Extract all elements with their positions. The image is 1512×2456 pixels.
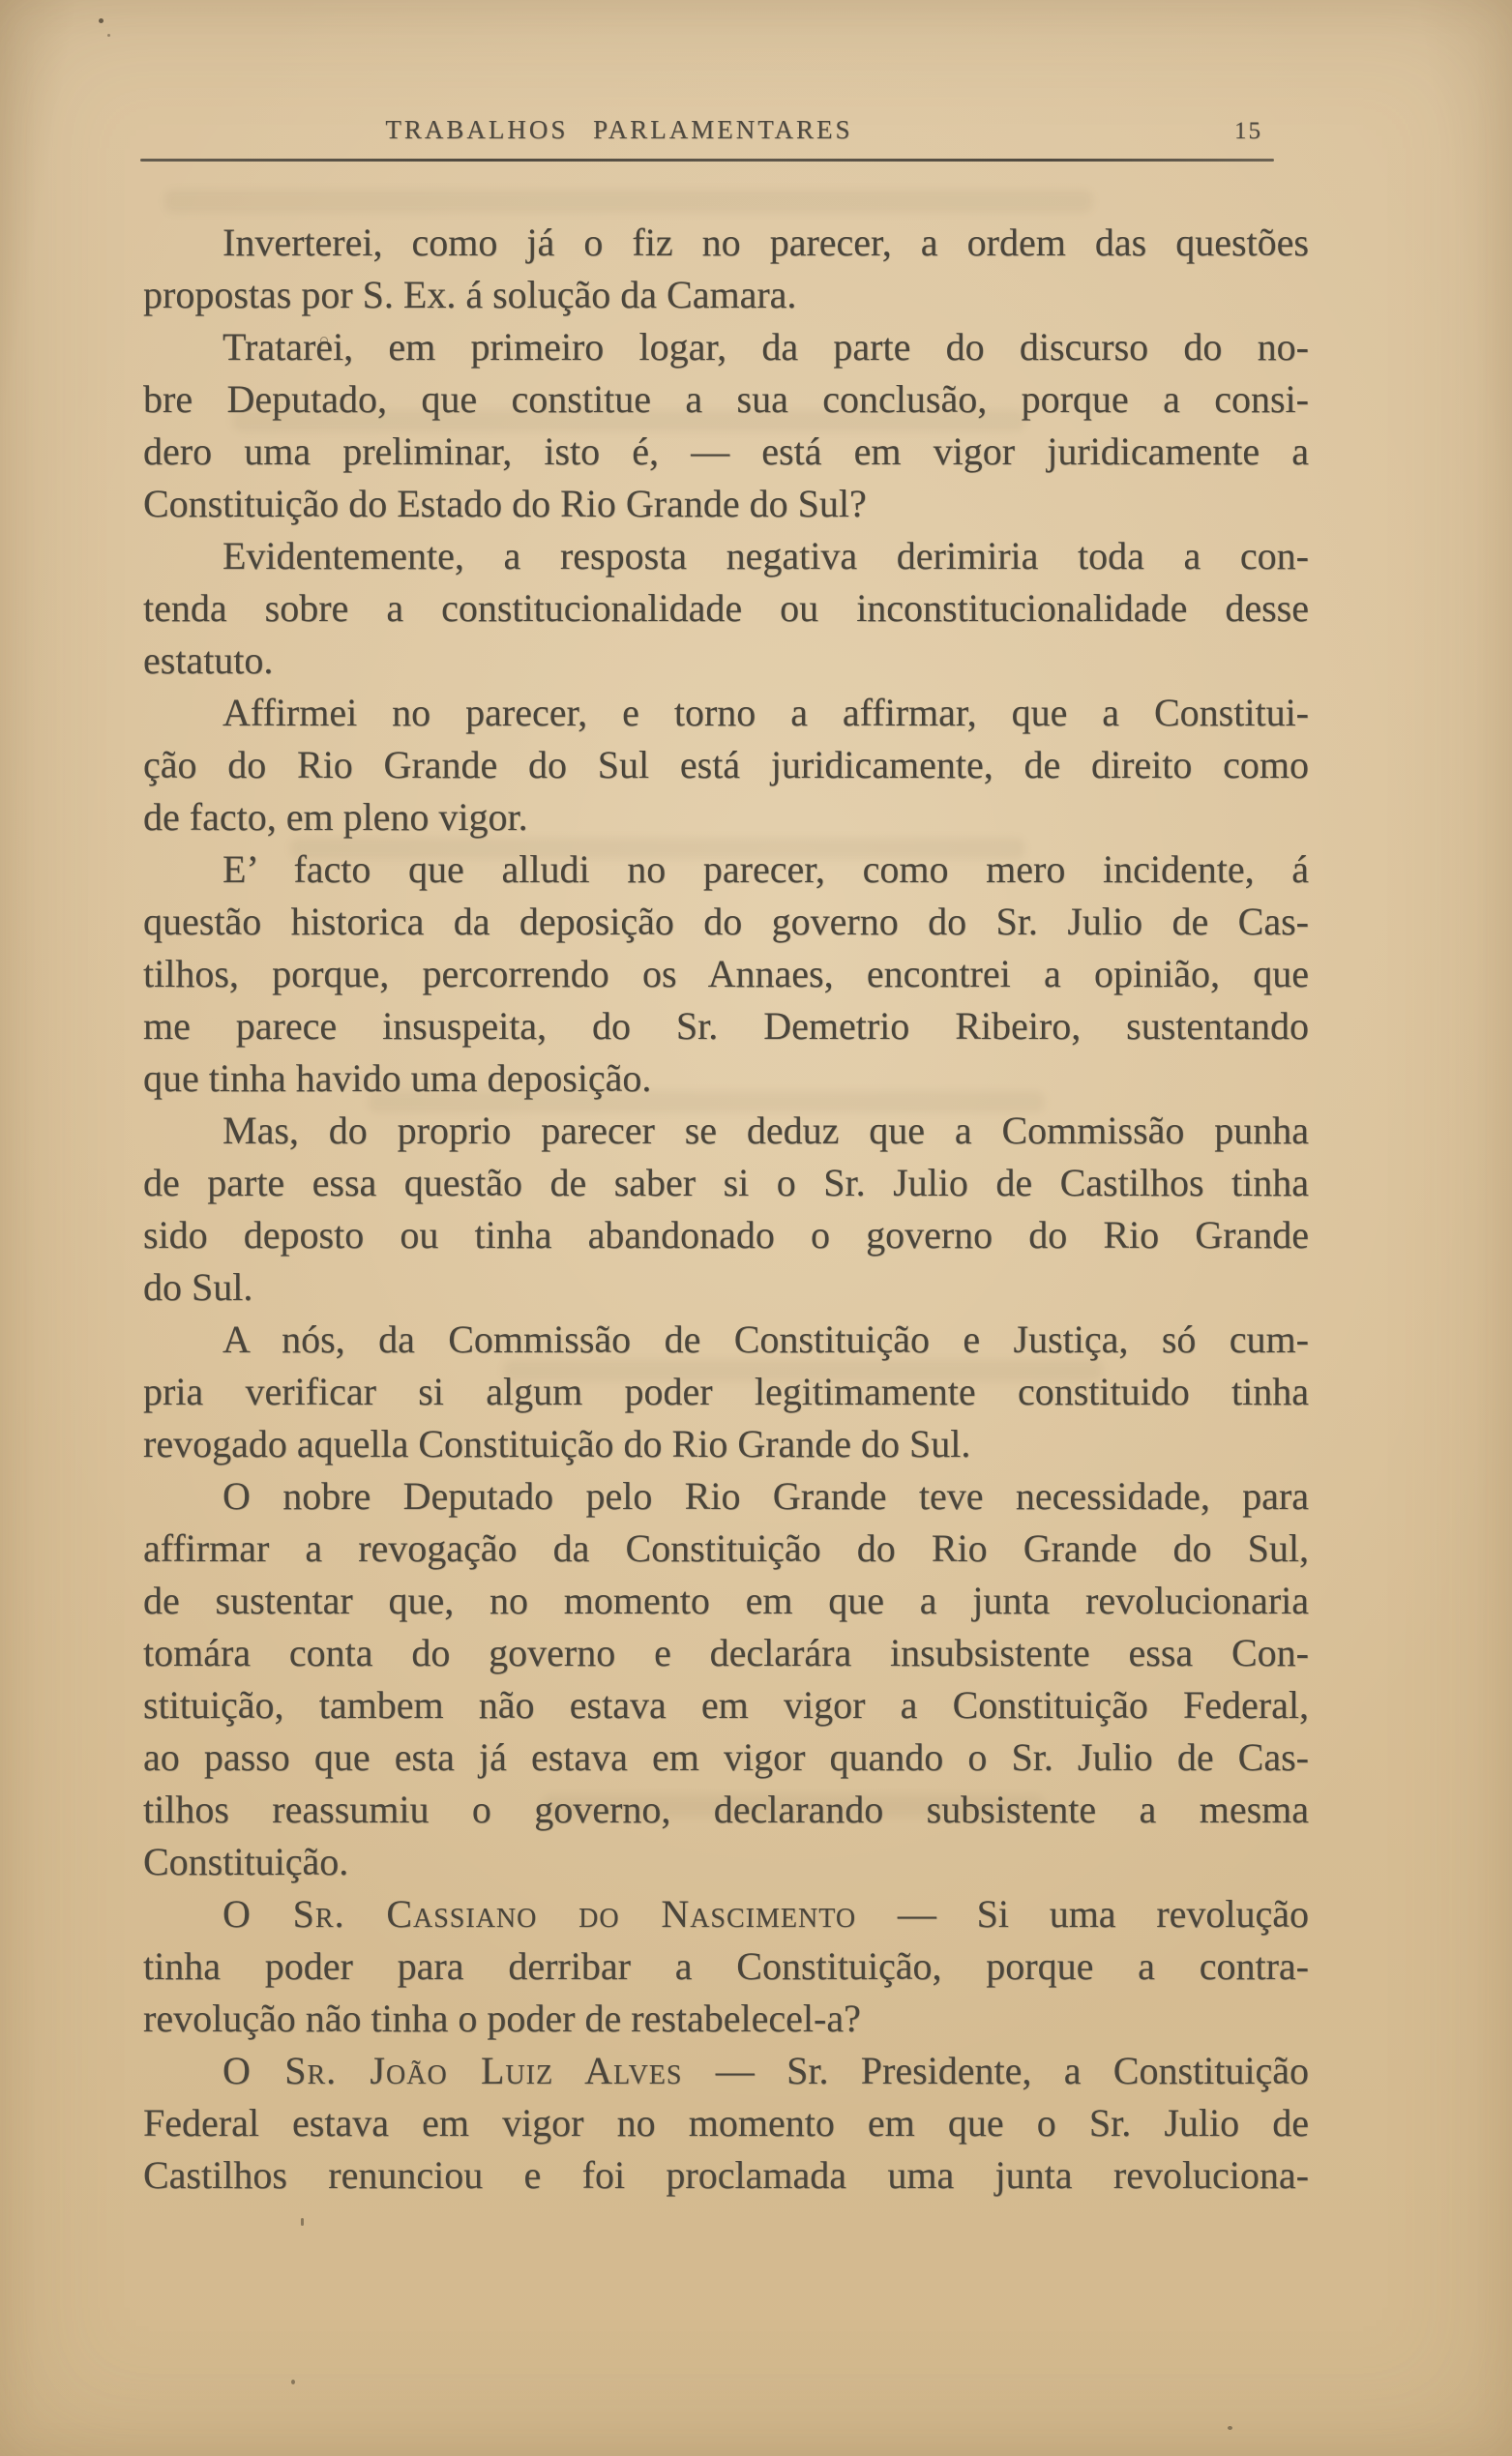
paragraph (143, 530, 1309, 687)
text-line: O Sr. Cassiano do Nascimento — Si uma revolução (222, 1892, 1309, 1936)
text-line: me parece insuspeita, do Sr. Demetrio Ribeiro, sustentando (143, 1004, 1309, 1048)
text-line: propostas por S. Ex. á solução da Camara. (143, 273, 797, 316)
text-line: pria verificar si algum poder legitimamente constituido tinha (143, 1370, 1309, 1413)
paper-speck (107, 34, 110, 37)
paragraph (143, 843, 1309, 1105)
paper-speck (291, 2380, 295, 2384)
paragraph (143, 1888, 1309, 2045)
text-line: revogado aquella Constituição do Rio Grande do Sul. (143, 1422, 971, 1465)
text-line: Affirmei no parecer, e torno a affirmar, que a Constitui- (222, 691, 1309, 734)
text-line: O nobre Deputado pelo Rio Grande teve necessidade, para (222, 1474, 1309, 1518)
text-line: ao passo que esta já estava em vigor quando o Sr. Julio de Cas- (143, 1735, 1309, 1779)
text-line: tomára conta do governo e declarára insubsistente essa Con- (143, 1631, 1309, 1674)
ink-bleedthrough (164, 190, 1093, 213)
text-line: Mas, do proprio parecer se deduz que a Commissão punha (222, 1109, 1309, 1152)
paragraph (143, 321, 1309, 530)
paper-speck (99, 18, 104, 23)
text-line: questão historica da deposição do governo do Sr. Julio de Cas- (143, 900, 1309, 943)
text-line: A nós, da Commissão de Constituição e Justiça, só cum- (222, 1317, 1309, 1361)
running-head-title: TRABALHOS PARLAMENTARES (385, 115, 853, 144)
text-line: Constituição. (143, 1840, 349, 1883)
paragraph (143, 2045, 1309, 2202)
text-line: Constituição do Estado do Rio Grande do Sul? (143, 482, 867, 525)
page-body (143, 217, 1309, 2202)
paragraph (143, 687, 1309, 843)
paper-speck (1228, 2426, 1232, 2430)
text-line: que tinha havido uma deposição. (143, 1056, 652, 1100)
paragraph (143, 1470, 1309, 1888)
text-line: O Sr. João Luiz Alves — Sr. Presidente, a Constituição (222, 2049, 1309, 2092)
speaker-name: O Sr. Cassiano do Nascimento (222, 1892, 898, 1936)
text-line: revolução não tinha o poder de restabelecel-a? (143, 1997, 861, 2040)
text-line: do Sul. (143, 1265, 253, 1309)
page-number: 15 (1234, 118, 1262, 144)
text-line: de sustentar que, no momento em que a junta revolucionaria (143, 1579, 1309, 1622)
text-line: Federal estava em vigor no momento em que o Sr. Julio de (143, 2101, 1309, 2145)
paragraph (143, 1314, 1309, 1470)
text-line: tilhos, porque, percorrendo os Annaes, encontrei a opinião, que (143, 952, 1309, 995)
text-line: ção do Rio Grande do Sul está juridicamente, de direito como (143, 743, 1309, 786)
text-line: Castilhos renunciou e foi proclamada uma junta revoluciona- (143, 2153, 1309, 2197)
text-line: Tratarei, em primeiro logar, da parte do discurso do no- (222, 325, 1309, 369)
text-line: Inverterei, como já o fiz no parecer, a ordem das questões (222, 221, 1309, 264)
text-line: Evidentemente, a resposta negativa derimiria toda a con- (222, 534, 1309, 577)
text-line: affirmar a revogação da Constituição do Rio Grande do Sul, (143, 1526, 1309, 1570)
text-line: tilhos reassumiu o governo, declarando subsistente a mesma (143, 1788, 1309, 1831)
text-line: de parte essa questão de saber si o Sr. Julio de Castilhos tinha (143, 1161, 1309, 1204)
text-line: sido deposto ou tinha abandonado o governo do Rio Grande (143, 1213, 1309, 1257)
paper-speck (301, 2218, 304, 2226)
paragraph (143, 1105, 1309, 1314)
speaker-name: O Sr. João Luiz Alves (222, 2049, 716, 2092)
text-line: stituição, tambem não estava em vigor a Constituição Federal, (143, 1683, 1309, 1727)
text-line: dero uma preliminar, isto é, — está em vigor juridicamente a (143, 429, 1309, 473)
paper-speck (320, 337, 328, 344)
text-line: bre Deputado, que constitue a sua conclusão, porque a consi- (143, 377, 1309, 421)
text-line: tenda sobre a constitucionalidade ou inconstitucionalidade desse (143, 586, 1309, 630)
text-line: E’ facto que alludi no parecer, como mero incidente, á (222, 847, 1309, 891)
text-line: de facto, em pleno vigor. (143, 795, 528, 839)
text-line: estatuto. (143, 638, 274, 682)
header-rule (140, 159, 1274, 162)
text-line: tinha poder para derribar a Constituição, porque a contra- (143, 1944, 1309, 1988)
paragraph (143, 217, 1309, 321)
